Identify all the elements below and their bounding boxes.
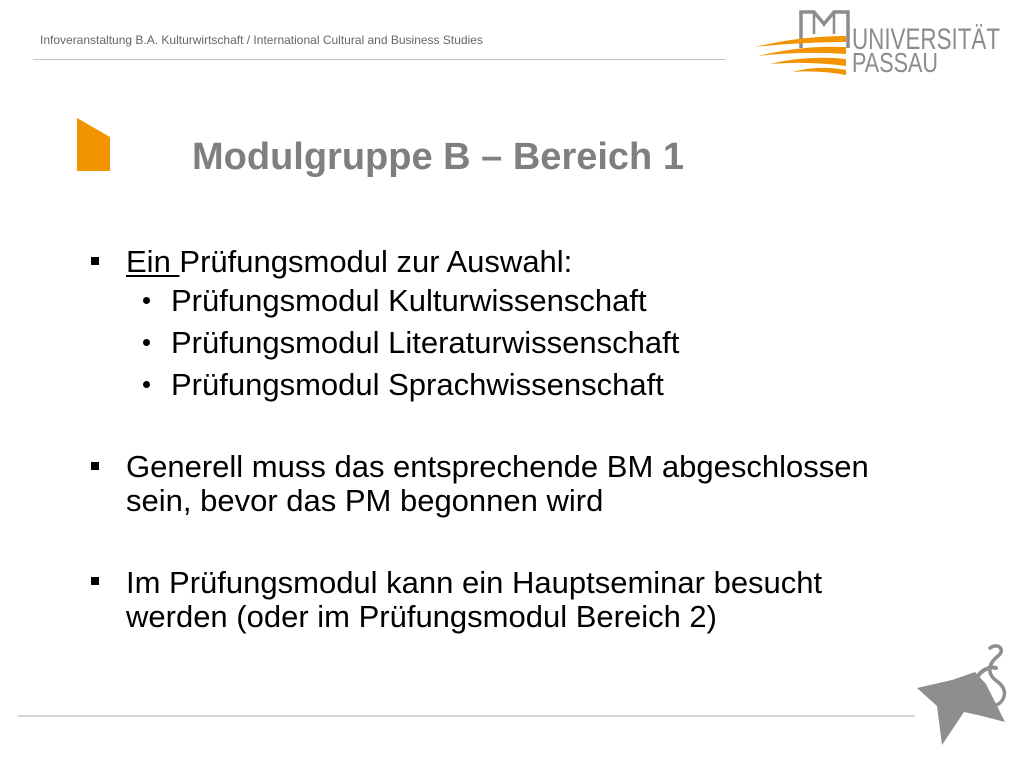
underlined-word: Ein [126, 244, 180, 279]
slide-title: Modulgruppe B – Bereich 1 [192, 136, 684, 178]
round-bullet [143, 297, 150, 304]
university-logo [750, 4, 1012, 80]
list-item-text: Prüfungsmodul zur Auswahl: [179, 244, 573, 279]
round-bullet [143, 339, 150, 346]
sub-list-item: Prüfungsmodul Literaturwissenschaft [171, 325, 680, 360]
footer-divider [18, 715, 915, 717]
list-item: Im Prüfungsmodul kann ein Hauptseminar besucht werden (oder im Prüfungsmodul Bereich 2) [126, 565, 823, 634]
round-bullet [143, 381, 150, 388]
sub-list-item: Prüfungsmodul Sprachwissenschaft [171, 367, 664, 402]
dragon-icon [912, 640, 1010, 752]
orange-swoosh-icon [755, 36, 846, 75]
square-bullet [91, 257, 99, 265]
header-divider [33, 59, 726, 60]
square-bullet [91, 462, 99, 470]
orange-marker-icon [76, 117, 112, 173]
list-item [126, 245, 906, 279]
square-bullet [91, 577, 99, 585]
list-item: Generell muss das entsprechende BM abgeschlossen sein, bevor das PM begonnen wird [126, 449, 869, 518]
logo-passau-text: PASSAU [852, 47, 938, 78]
logo-university-text: UNIVERSITÄT [852, 23, 1000, 56]
sub-list-item: Prüfungsmodul Kulturwissenschaft [171, 283, 647, 318]
header-course-title: Infoveranstaltung B.A. Kulturwirtschaft / International Cultural and Business Studies [40, 33, 483, 47]
